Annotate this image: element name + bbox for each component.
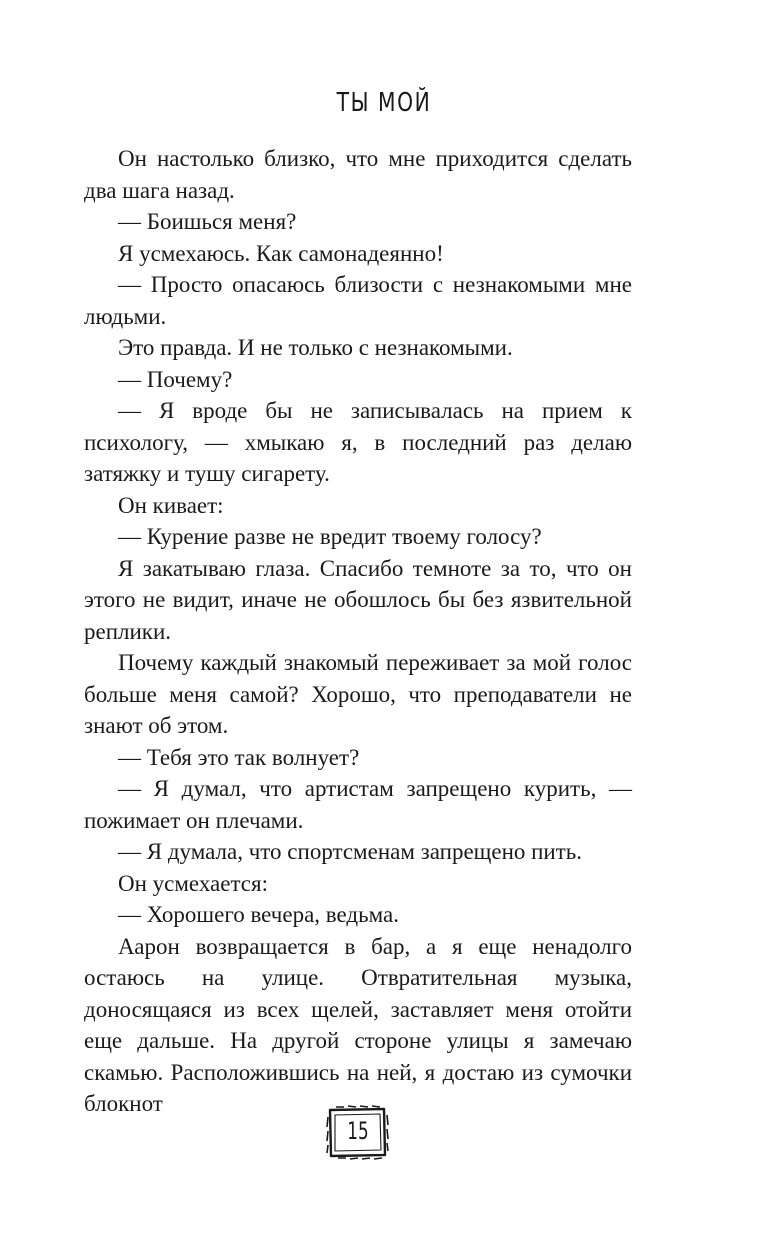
paragraph: — Почему?	[118, 366, 233, 392]
paragraph: — Я думал, что артистам запрещено курить, — пожимает он плечами.	[84, 776, 632, 833]
paragraph: — Курение разве не вредит твоему голосу?	[118, 524, 542, 549]
paragraph: Почему каждый знакомый переживает за мой голос больше меня самой? Хорошо, что преподаватели не знают об этом.	[84, 650, 632, 738]
paragraph: — Просто опасаюсь близости с незнакомыми мне людьми.	[84, 272, 632, 329]
paragraph: Это правда. И не только с незнакомыми.	[118, 335, 513, 360]
running-head: ТЫ МОЙ	[336, 88, 432, 118]
paragraph: Я усмехаюсь. Как самонадеянно!	[118, 240, 444, 266]
paragraph: — Хорошего вечера, ведьма.	[118, 902, 399, 927]
paragraph: Он настолько близко, что мне приходится сделать два шага назад.	[84, 146, 632, 203]
page-number: 15	[347, 1117, 369, 1145]
paragraph: Он кивает:	[118, 492, 224, 518]
paragraph: — Я вроде бы не записывалась на прием к психологу, — хмыкаю я, в последний раз делаю затяжку и тушу сигарету.	[84, 398, 632, 486]
paragraph: Аарон возвращается в бар, а я еще ненадолго остаюсь на улице. Отвратительная музыка, доносящаяся из всех щелей, заставляет меня отойти еще дальше. На другой стороне улицы я замечаю скамью. Расположившись на ней, я достаю из сумочки блокнот	[84, 933, 632, 1116]
paragraph: — Боишься меня?	[118, 209, 297, 234]
page-number-stamp	[326, 1105, 390, 1161]
body-text	[84, 143, 632, 1120]
paragraph: Он усмехается:	[118, 870, 268, 896]
paragraph: — Я думала, что спортсменам запрещено пить.	[118, 839, 583, 864]
paragraph: — Тебя это так волнует?	[118, 744, 360, 770]
paragraph: Я закатываю глаза. Спасибо темноте за то, что он этого не видит, иначе не обошлось бы без язвительной реплики.	[84, 555, 632, 644]
